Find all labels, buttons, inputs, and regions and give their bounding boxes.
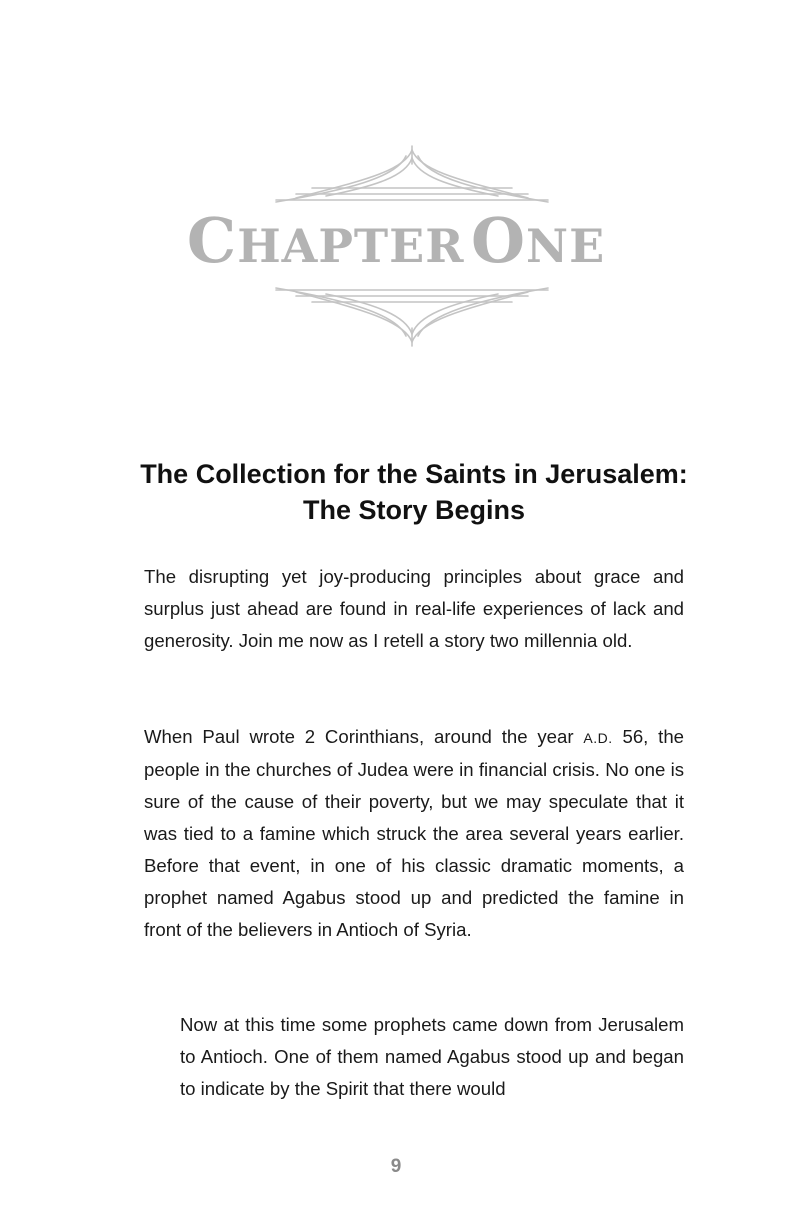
chapter-number-word: NE (526, 219, 606, 273)
paragraph-2-rest: 56, the people in the churches of Judea were in financial crisis. No one is sure of the cause of their poverty, but we may speculate that it was tied to a famine which struck the area several years earlier. Before that event, in one of his classic dramatic moments, a prophet named Agabus stood up and predicted the famine in front of the believers in Antioch of Syria. (144, 726, 685, 940)
section-title-line-1: The Collection for the Saints in Jerusalem: (140, 459, 688, 489)
section-title (120, 456, 708, 528)
section-title-line-2: The Story Begins (302, 495, 526, 525)
chapter-heading-word: HAPTER (237, 219, 465, 273)
chapter-heading-initial: C (186, 204, 238, 277)
paragraph-2-start: When Paul wrote 2 Corinthians, around the year (144, 726, 584, 747)
chapter-heading (0, 204, 792, 277)
chapter-number-initial: O (471, 204, 527, 277)
block-quote: Now at this time some prophets came down from Jerusalem to Antioch. One of them named Agabus stood up and began to indicate by the Spirit that there would (180, 1014, 684, 1099)
page-number: 9 (390, 1156, 402, 1177)
paragraph-1: The disrupting yet joy-producing principles about grace and surplus just ahead are found in real-life experiences of lack and generosity. Join me now as I retell a story two millennia old. (144, 566, 684, 651)
era-abbreviation: A.D. (583, 730, 613, 746)
paragraph-2 (144, 721, 684, 946)
